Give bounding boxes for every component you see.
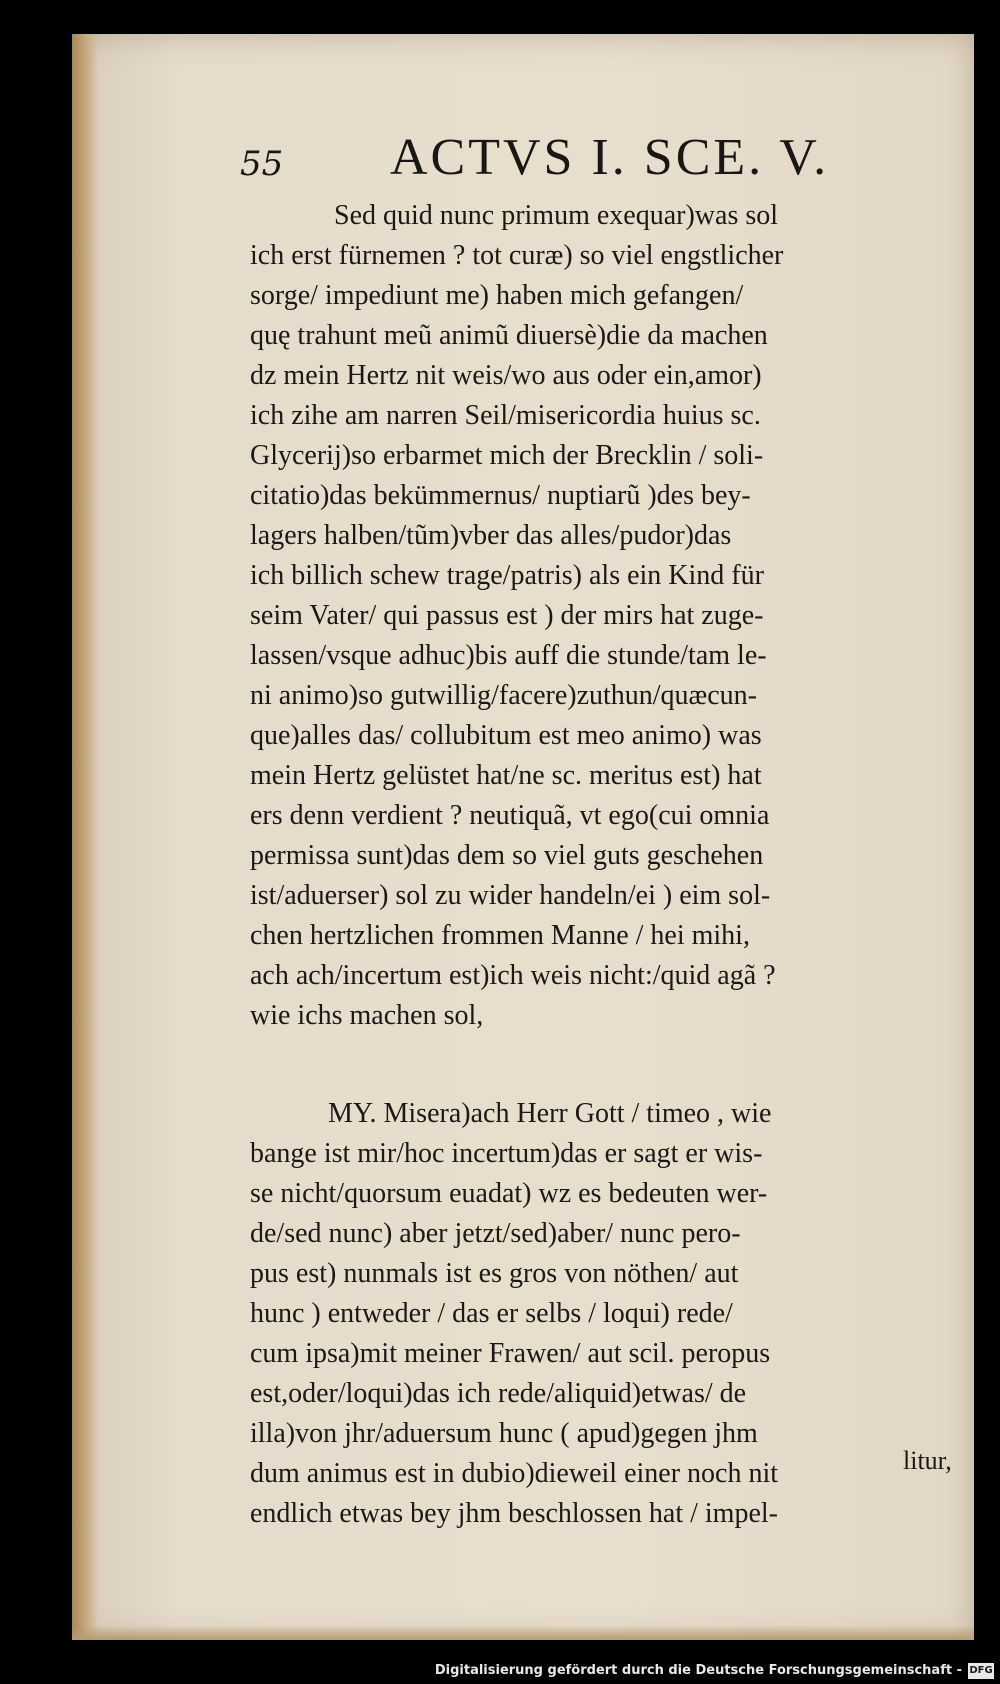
paragraph-1 <box>250 196 962 1036</box>
text-line: sorge/ impediunt me) haben mich gefangen/ <box>250 280 744 311</box>
text-line: que)alles das/ collubitum est meo animo) was <box>250 720 762 751</box>
page-header <box>240 128 900 192</box>
text-line: lagers halben/tũm)vber das alles/pudor)das <box>250 520 732 551</box>
text-line: MY. Misera)ach Herr Gott / timeo , wie <box>328 1098 772 1129</box>
page-bottom-edge <box>72 1626 974 1640</box>
text-line: bange ist mir/hoc incertum)das er sagt er wis- <box>250 1138 763 1169</box>
text-line: hunc ) entweder / das er selbs / loqui) rede/ <box>250 1298 733 1329</box>
text-line: permissa sunt)das dem so viel guts geschehen <box>250 840 764 871</box>
text-line: de/sed nunc) aber jetzt/sed)aber/ nunc pero- <box>250 1218 741 1249</box>
dfg-logo-icon: DFG <box>968 1663 994 1679</box>
text-line: ich zihe am narren Seil/misericordia huius sc. <box>250 400 761 431</box>
text-line: ich erst fürnemen ? tot curæ) so viel engstlicher <box>250 240 784 271</box>
running-head: ACTVS I. SCE. V. <box>390 129 830 186</box>
text-line: Glycerij)so erbarmet mich der Brecklin / soli- <box>250 440 764 471</box>
text-line: ni animo)so gutwillig/facere)zuthun/quæcun- <box>250 680 757 711</box>
text-line: ist/aduerser) sol zu wider handeln/ei ) eim sol- <box>250 880 771 911</box>
catchword: litur, <box>903 1446 952 1475</box>
page-number: 55 <box>240 144 284 184</box>
text-line: pus est) nunmals ist es gros von nöthen/ aut <box>250 1258 739 1289</box>
digitization-credit: Digitalisierung gefördert durch die Deutsche Forschungsgemeinschaft - <box>434 1663 962 1678</box>
text-line: est,oder/loqui)das ich rede/aliquid)etwas/ de <box>250 1378 747 1409</box>
paragraph-gap <box>250 1036 962 1094</box>
text-line: quę trahunt meũ animũ diuersè)die da machen <box>250 320 768 351</box>
text-line: ach ach/incertum est)ich weis nicht:/quid agã ? <box>250 960 776 991</box>
text-line: chen hertzlichen frommen Manne / hei mihi, <box>250 920 750 951</box>
text-line: seim Vater/ qui passus est ) der mirs hat zuge- <box>250 600 764 631</box>
text-line: endlich etwas bey jhm beschlossen hat / impel- <box>250 1498 778 1529</box>
text-line: illa)von jhr/aduersum hunc ( apud)gegen jhm <box>250 1418 758 1449</box>
text-line: dz mein Hertz nit weis/wo aus oder ein,amor) <box>250 360 762 391</box>
text-block <box>250 196 962 1534</box>
text-line: citatio)das bekümmernus/ nuptiarũ )des bey- <box>250 480 751 511</box>
text-line: cum ipsa)mit meiner Frawen/ aut scil. peropus <box>250 1338 771 1369</box>
text-line: ers denn verdient ? neutiquã, vt ego(cui omnia <box>250 800 770 831</box>
text-line: dum animus est in dubio)dieweil einer noch nit <box>250 1458 779 1489</box>
text-line: se nicht/quorsum euadat) wz es bedeuten wer- <box>250 1178 768 1209</box>
page-gutter-edge <box>72 34 98 1640</box>
text-line: mein Hertz gelüstet hat/ne sc. meritus est) hat <box>250 760 762 791</box>
digitization-credit-bar <box>0 1660 1000 1684</box>
text-line: ich billich schew trage/patris) als ein Kind für <box>250 560 764 591</box>
text-line: Sed quid nunc primum exequar)was sol <box>334 200 779 231</box>
paragraph-2 <box>250 1094 962 1534</box>
text-line: lassen/vsque adhuc)bis auff die stunde/tam le- <box>250 640 767 671</box>
text-line: wie ichs machen sol, <box>250 1000 484 1031</box>
